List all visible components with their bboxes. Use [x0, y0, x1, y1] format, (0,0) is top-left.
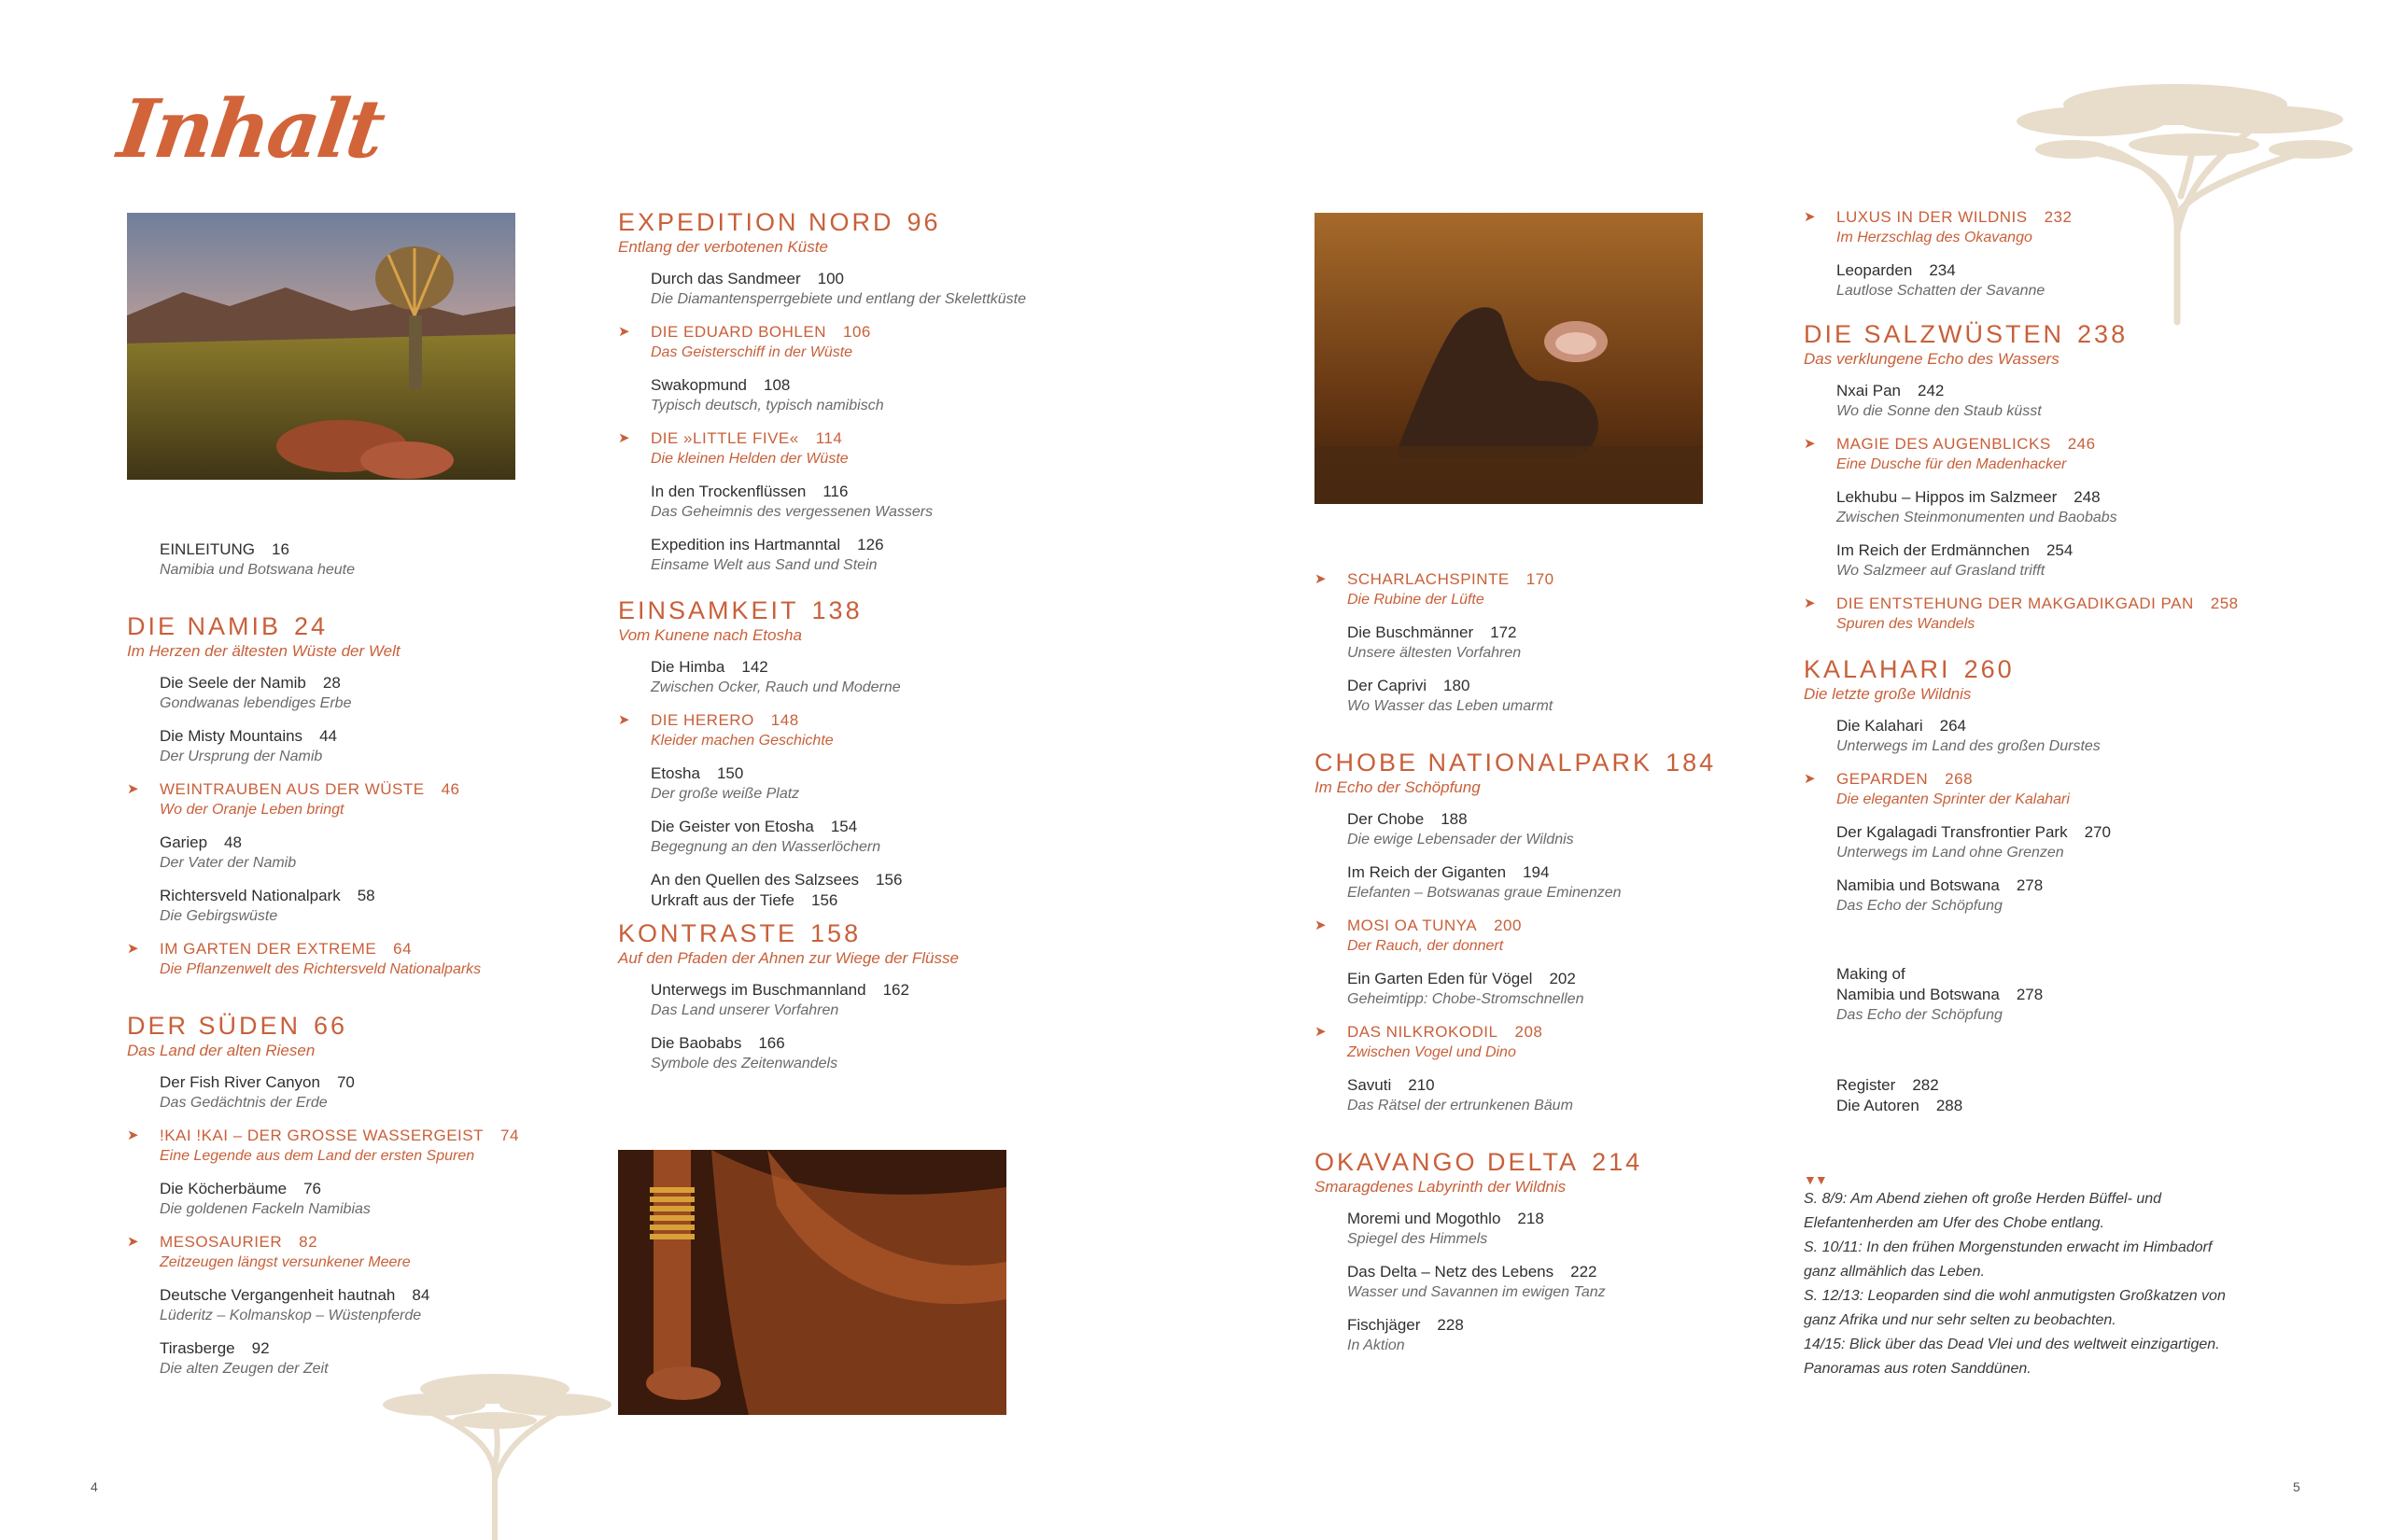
entry-page-number: 232	[2044, 208, 2073, 226]
chapter-subtitle: Auf den Pfaden der Ahnen zur Wiege der Flüsse	[618, 949, 959, 967]
entry-title: An den Quellen des Salzsees	[651, 871, 860, 889]
entry-subtitle: Wasser und Savannen im ewigen Tanz	[1347, 1284, 1606, 1300]
chapter-subtitle: Die letzte große Wildnis	[1804, 685, 1972, 703]
caption-line: S. 12/13: Leoparden sind die wohl anmutigsten Großkatzen von	[1804, 1288, 2226, 1304]
entry-title: Tirasberge	[160, 1339, 235, 1357]
entry-page-number: 100	[817, 270, 845, 287]
entry-page-number: 84	[412, 1286, 430, 1304]
entry-page-number: 264	[1939, 717, 1966, 735]
toc-entry[interactable]	[651, 817, 1104, 857]
entry-title: Die Himba	[651, 658, 725, 676]
photo-quiver-tree	[127, 213, 515, 480]
entry-subtitle: Das Geheimnis des vergessenen Wassers	[651, 504, 934, 520]
entry-page-number: 278	[2016, 876, 2044, 894]
entry-subtitle: Die Diamantensperrgebiete und entlang der Skelettküste	[651, 291, 1027, 307]
toc-feature-entry[interactable]	[1804, 769, 2270, 809]
entry-title: Leoparden	[1836, 261, 1913, 279]
feature-arrow-icon: ➤	[618, 430, 631, 446]
entry-title: Die Baobabs	[651, 1034, 742, 1052]
entry-page-number: 126	[857, 536, 884, 553]
entry-page-number: 28	[322, 674, 341, 692]
toc-feature-entry[interactable]	[618, 428, 1104, 469]
entry-title: IM GARTEN DER EXTREME	[160, 940, 377, 958]
feature-arrow-icon: ➤	[618, 712, 631, 728]
feature-arrow-icon: ➤	[1804, 436, 1817, 452]
entry-subtitle: Symbole des Zeitenwandels	[651, 1056, 838, 1071]
chapter-subtitle: Smaragdenes Labyrinth der Wildnis	[1314, 1178, 1567, 1196]
entry-page-number: 180	[1443, 677, 1470, 694]
toc-entry[interactable]	[1836, 875, 2270, 916]
entry-title: Der Fish River Canyon	[160, 1073, 320, 1091]
toc-feature-entry[interactable]	[618, 710, 1104, 750]
entry-subtitle: Lautlose Schatten der Savanne	[1836, 283, 2046, 299]
page-number-left: 4	[91, 1479, 98, 1494]
toc-feature-entry[interactable]	[127, 779, 612, 819]
entry-subtitle: Zwischen Ocker, Rauch und Moderne	[651, 679, 901, 695]
entry-title: WEINTRAUBEN AUS DER WÜSTE	[160, 780, 425, 798]
entry-title: Die Köcherbäume	[160, 1180, 288, 1197]
entry-title: Fischjäger	[1347, 1316, 1421, 1334]
feature-arrow-icon: ➤	[1314, 571, 1328, 587]
entry-title: Ein Garten Eden für Vögel	[1347, 970, 1533, 987]
toc-feature-entry[interactable]	[1804, 207, 2270, 247]
entry-subtitle: Unsere ältesten Vorfahren	[1347, 645, 1522, 661]
toc-entry[interactable]	[1347, 1209, 1800, 1249]
toc-entry-einleitung[interactable]: EINLEITUNG 16 Namibia und Botswana heute	[160, 540, 356, 578]
toc-entry[interactable]	[651, 482, 1104, 522]
entry-subtitle: Das Land unserer Vorfahren	[651, 1002, 839, 1018]
entry-title: MAGIE DES AUGENBLICKS	[1836, 435, 2051, 453]
entry-subtitle: Der große weiße Platz	[651, 786, 800, 802]
entry-title: Richtersveld Nationalpark	[160, 887, 341, 904]
photo-hippo	[1314, 213, 1703, 504]
entry-subtitle: Eine Legende aus dem Land der ersten Spuren	[160, 1148, 475, 1164]
toc-entry[interactable]	[651, 870, 1104, 890]
entry-title: Urkraft aus der Tiefe	[651, 891, 795, 909]
entry-title: Swakopmund	[651, 376, 748, 394]
entry-subtitle: Der Vater der Namib	[160, 855, 297, 871]
entry-subtitle: Die ewige Lebensader der Wildnis	[1347, 832, 1574, 847]
entry-title: Expedition ins Hartmanntal	[651, 536, 841, 553]
chapter-heading[interactable]: DIE SALZWÜSTEN 238	[1804, 320, 2129, 348]
entry-page-number: 254	[2046, 541, 2074, 559]
caption-line: ganz Afrika und nur sehr selten zu beobachten.	[1804, 1312, 2116, 1328]
entry-subtitle: Die kleinen Helden der Wüste	[651, 451, 849, 467]
caption-arrow-icon: ▼▼	[1804, 1172, 1826, 1187]
entry-title: Moremi und Mogothlo	[1347, 1210, 1501, 1227]
toc-entry[interactable]	[1836, 716, 2270, 756]
entry-page-number: 156	[811, 891, 838, 909]
entry-title: Die Geister von Etosha	[651, 818, 814, 835]
toc-entry[interactable]	[160, 726, 612, 766]
entry-page-number: 218	[1517, 1210, 1544, 1227]
entry-page-number: 270	[2084, 823, 2111, 841]
toc-entry[interactable]	[1347, 969, 1800, 1009]
entry-title: Savuti	[1347, 1076, 1392, 1094]
toc-entry[interactable]	[1347, 676, 1800, 716]
entry-title: MESOSAURIER	[160, 1233, 283, 1251]
entry-title: Die Buschmänner	[1347, 623, 1474, 641]
entry-title: Namibia und Botswana	[1836, 876, 2000, 894]
entry-subtitle: Der Ursprung der Namib	[160, 749, 323, 764]
entry-title: !KAI !KAI – DER GROSSE WASSERGEIST	[160, 1127, 485, 1144]
entry-title: Deutsche Vergangenheit hautnah	[160, 1286, 396, 1304]
feature-arrow-icon: ➤	[1314, 1024, 1328, 1040]
entry-page-number: 44	[319, 727, 337, 745]
entry-page-number: 234	[1929, 261, 1956, 279]
toc-column-1	[127, 539, 612, 1392]
entry-title: Die Kalahari	[1836, 717, 1923, 735]
entry-page-number: 166	[758, 1034, 785, 1052]
chapter-heading[interactable]: DER SÜDEN 66	[127, 1012, 348, 1040]
chapter-subtitle: Entlang der verbotenen Küste	[618, 238, 828, 256]
photo-himba-arm	[618, 1150, 1006, 1415]
entry-page-number: 106	[842, 323, 871, 341]
toc-entry[interactable]	[160, 1072, 612, 1113]
toc-feature-entry[interactable]	[1314, 916, 1800, 956]
toc-entry[interactable]	[1347, 809, 1800, 849]
entry-subtitle: Typisch deutsch, typisch namibisch	[651, 398, 884, 413]
entry-page-number: 248	[2074, 488, 2101, 506]
entry-title: Nxai Pan	[1836, 382, 1901, 399]
entry-title: Das Delta – Netz des Lebens	[1347, 1263, 1554, 1281]
entry-title: DIE »LITTLE FIVE«	[651, 429, 799, 447]
entry-subtitle: Wo Wasser das Leben umarmt	[1347, 698, 1554, 714]
entry-subtitle: Das Rätsel der ertrunkenen Bäum	[1347, 1098, 1573, 1113]
toc-column-4	[1804, 207, 2270, 1381]
feature-arrow-icon: ➤	[1804, 771, 1817, 787]
toc-column-2	[618, 207, 1104, 1086]
entry-page-number: 268	[1945, 770, 1974, 788]
toc-entry[interactable]	[1347, 1315, 1800, 1355]
chapter-subtitle: Das Land der alten Riesen	[127, 1042, 316, 1059]
entry-title: MOSI OA TUNYA	[1347, 917, 1478, 934]
entry-title: Der Chobe	[1347, 810, 1425, 828]
entry-title: Etosha	[651, 764, 700, 782]
toc-feature-entry[interactable]	[127, 1232, 612, 1272]
entry-subtitle: Spuren des Wandels	[1836, 616, 1975, 632]
entry-subtitle: Wo Salzmeer auf Grasland trifft	[1836, 563, 2046, 579]
entry-subtitle: Einsame Welt aus Sand und Stein	[651, 557, 878, 573]
entry-title: LUXUS IN DER WILDNIS	[1836, 208, 2028, 226]
chapter-heading[interactable]: CHOBE NATIONALPARK 184	[1314, 749, 1717, 777]
entry-page-number: 202	[1549, 970, 1576, 987]
entry-page-number: 114	[815, 429, 843, 447]
entry-subtitle: Die eleganten Sprinter der Kalahari	[1836, 791, 2070, 807]
entry-subtitle: Das Gedächtnis der Erde	[160, 1095, 328, 1111]
entry-subtitle: Das Geisterschiff in der Wüste	[651, 344, 853, 360]
entry-subtitle: Die Gebirgswüste	[160, 908, 278, 924]
entry-subtitle: Geheimtipp: Chobe-Stromschnellen	[1347, 991, 1584, 1007]
chapter-subtitle: Das verklungene Echo des Wassers	[1804, 350, 2060, 368]
entry-subtitle: Unterwegs im Land des großen Durstes	[1836, 738, 2101, 754]
toc-feature-entry[interactable]	[1314, 569, 1800, 609]
entry-subtitle: Gondwanas lebendiges Erbe	[160, 695, 352, 711]
entry-page-number: 188	[1441, 810, 1468, 828]
entry-title: Die Seele der Namib	[160, 674, 306, 692]
feature-arrow-icon: ➤	[127, 1127, 140, 1143]
toc-entry[interactable]	[651, 535, 1104, 575]
entry-page-number: 64	[393, 940, 413, 958]
toc-entry-autoren[interactable]: Die Autoren 288	[1836, 1097, 1963, 1114]
entry-page-number: 74	[500, 1127, 519, 1144]
entry-page-number: 210	[1408, 1076, 1435, 1094]
toc-entry[interactable]	[651, 1033, 1104, 1073]
entry-page-number: 172	[1490, 623, 1517, 641]
entry-page-number: 200	[1494, 917, 1522, 934]
entry-subtitle: Die Rubine der Lüfte	[1347, 592, 1484, 608]
entry-page-number: 76	[303, 1180, 321, 1197]
toc-entry[interactable]	[651, 980, 1104, 1020]
entry-page-number: 242	[1917, 382, 1945, 399]
toc-entry[interactable]	[160, 886, 612, 926]
page-number-right: 5	[2293, 1479, 2300, 1494]
toc-entry[interactable]	[160, 1179, 612, 1219]
toc-entry[interactable]	[160, 1285, 612, 1325]
chapter-heading[interactable]: EXPEDITION NORD 96	[618, 208, 941, 236]
toc-entry[interactable]	[651, 375, 1104, 415]
chapter-heading[interactable]: DIE NAMIB 24	[127, 612, 329, 640]
toc-feature-entry[interactable]	[127, 1126, 612, 1166]
page-title: Inhalt	[112, 82, 389, 176]
entry-page-number: 116	[822, 483, 849, 500]
toc-entry[interactable]	[1347, 1262, 1800, 1302]
entry-page-number: 48	[224, 833, 242, 851]
chapter-subtitle: Vom Kunene nach Etosha	[618, 626, 802, 644]
toc-feature-entry[interactable]	[1314, 1022, 1800, 1062]
caption-line: Panoramas aus roten Sanddünen.	[1804, 1361, 2032, 1377]
entry-subtitle: Zeitzeugen längst versunkener Meere	[160, 1254, 411, 1270]
entry-subtitle: Spiegel des Himmels	[1347, 1231, 1488, 1247]
entry-page-number: 170	[1525, 570, 1554, 588]
feature-arrow-icon: ➤	[127, 1234, 140, 1250]
chapter-heading[interactable]: OKAVANGO DELTA 214	[1314, 1148, 1643, 1176]
toc-column-3	[1314, 569, 1800, 1368]
entry-title: GEPARDEN	[1836, 770, 1929, 788]
entry-page-number: 58	[357, 887, 375, 904]
entry-page-number: 208	[1514, 1023, 1543, 1041]
entry-title: In den Trockenflüssen	[651, 483, 807, 500]
chapter-heading[interactable]: KALAHARI 260	[1804, 655, 2015, 683]
toc-feature-entry[interactable]	[127, 939, 612, 979]
entry-page-number: 70	[336, 1073, 355, 1091]
entry-subtitle: Die goldenen Fackeln Namibias	[160, 1201, 371, 1217]
entry-page-number: 194	[1523, 863, 1550, 881]
entry-title: DIE ENTSTEHUNG DER MAKGADIKGADI PAN	[1836, 595, 2194, 612]
toc-entry[interactable]	[1836, 487, 2270, 527]
chapter-subtitle: Im Herzen der ältesten Wüste der Welt	[127, 642, 401, 660]
entry-subtitle: Lüderitz – Kolmanskop – Wüstenpferde	[160, 1308, 422, 1323]
feature-arrow-icon: ➤	[1314, 917, 1328, 933]
chapter-subtitle: Im Echo der Schöpfung	[1314, 778, 1481, 796]
entry-subtitle: Zwischen Steinmonumenten und Baobabs	[1836, 510, 2117, 525]
toc-entry[interactable]	[160, 833, 612, 873]
toc-entry[interactable]	[651, 890, 1104, 911]
toc-entry[interactable]	[651, 763, 1104, 804]
entry-title: Die Misty Mountains	[160, 727, 303, 745]
toc-feature-entry[interactable]	[1804, 434, 2270, 474]
entry-title: DIE EDUARD BOHLEN	[651, 323, 826, 341]
entry-subtitle: In Aktion	[1347, 1337, 1405, 1353]
toc-entry[interactable]	[1836, 540, 2270, 581]
caption-line: S. 8/9: Am Abend ziehen oft große Herden Büffel- und	[1804, 1191, 2162, 1207]
feature-arrow-icon: ➤	[127, 941, 140, 957]
photo-captions	[1804, 1187, 2270, 1381]
toc-entry[interactable]	[160, 673, 612, 713]
entry-subtitle: Unterwegs im Land ohne Grenzen	[1836, 845, 2064, 861]
entry-page-number: 156	[876, 871, 903, 889]
feature-arrow-icon: ➤	[1804, 209, 1817, 225]
entry-page-number: 258	[2210, 595, 2239, 612]
toc-entry[interactable]	[1347, 1075, 1800, 1115]
toc-entry[interactable]	[1347, 862, 1800, 903]
entry-subtitle: Die alten Zeugen der Zeit	[160, 1361, 329, 1377]
entry-title: Lekhubu – Hippos im Salzmeer	[1836, 488, 2058, 506]
caption-line: S. 10/11: In den frühen Morgenstunden erwacht im Himbadorf	[1804, 1239, 2213, 1255]
feature-arrow-icon: ➤	[127, 781, 140, 797]
entry-page-number: 246	[2067, 435, 2096, 453]
caption-line: Elefantenherden am Ufer des Chobe entlang.	[1804, 1215, 2104, 1231]
entry-title: Der Caprivi	[1347, 677, 1427, 694]
entry-title: Gariep	[160, 833, 208, 851]
entry-subtitle: Wo die Sonne den Staub küsst	[1836, 403, 2042, 419]
entry-subtitle: Eine Dusche für den Madenhacker	[1836, 456, 2067, 472]
toc-entry[interactable]	[160, 1338, 612, 1379]
entry-title: Im Reich der Giganten	[1347, 863, 1507, 881]
entry-page-number: 154	[830, 818, 858, 835]
toc-entry[interactable]	[1836, 260, 2270, 301]
toc-entry[interactable]	[1347, 623, 1800, 663]
chapter-heading[interactable]: KONTRASTE 158	[618, 919, 862, 947]
caption-line: ganz allmählich das Leben.	[1804, 1264, 1985, 1280]
entry-subtitle: Die Pflanzenwelt des Richtersveld Nationalparks	[160, 961, 482, 977]
entry-page-number: 108	[764, 376, 791, 394]
feature-arrow-icon: ➤	[618, 324, 631, 340]
chapter-heading[interactable]: EINSAMKEIT 138	[618, 596, 863, 624]
toc-entry[interactable]	[651, 657, 1104, 697]
toc-entry-register[interactable]: Register 282	[1836, 1076, 1939, 1094]
entry-title: Unterwegs im Buschmannland	[651, 981, 866, 999]
entry-subtitle: Zwischen Vogel und Dino	[1347, 1044, 1516, 1060]
entry-title: DIE HERERO	[651, 711, 754, 729]
entry-page-number: 222	[1570, 1263, 1597, 1281]
feature-arrow-icon: ➤	[1804, 595, 1817, 611]
toc-entry[interactable]	[651, 269, 1104, 309]
entry-subtitle: Das Echo der Schöpfung	[1836, 898, 2003, 914]
entry-title: Im Reich der Erdmännchen	[1836, 541, 2030, 559]
entry-title: SCHARLACHSPINTE	[1347, 570, 1510, 588]
caption-line: 14/15: Blick über das Dead Vlei und des weltweit einzigartigen.	[1804, 1337, 2220, 1352]
entry-page-number: 92	[251, 1339, 270, 1357]
toc-entry[interactable]	[1836, 822, 2270, 862]
entry-subtitle: Elefanten – Botswanas graue Eminenzen	[1347, 885, 1622, 901]
entry-page-number: 82	[299, 1233, 318, 1251]
entry-title: DAS NILKROKODIL	[1347, 1023, 1498, 1041]
entry-title: Durch das Sandmeer	[651, 270, 801, 287]
entry-title: Der Kgalagadi Transfrontier Park	[1836, 823, 2068, 841]
entry-page-number: 162	[882, 981, 909, 999]
toc-entry-making-of[interactable]: Making of Namibia und Botswana 278 Das Echo der Schöpfung	[1836, 965, 2044, 1023]
entry-subtitle: Begegnung an den Wasserlöchern	[651, 839, 881, 855]
entry-page-number: 46	[441, 780, 460, 798]
toc-entry[interactable]	[1836, 381, 2270, 421]
entry-page-number: 228	[1437, 1316, 1464, 1334]
entry-page-number: 150	[716, 764, 744, 782]
toc-feature-entry[interactable]	[618, 322, 1104, 362]
toc-feature-entry[interactable]	[1804, 594, 2270, 634]
entry-subtitle: Im Herzschlag des Okavango	[1836, 230, 2032, 245]
entry-page-number: 142	[741, 658, 768, 676]
entry-subtitle: Wo der Oranje Leben bringt	[160, 802, 344, 818]
entry-subtitle: Kleider machen Geschichte	[651, 733, 834, 749]
entry-subtitle: Der Rauch, der donnert	[1347, 938, 1504, 954]
entry-page-number: 148	[770, 711, 799, 729]
